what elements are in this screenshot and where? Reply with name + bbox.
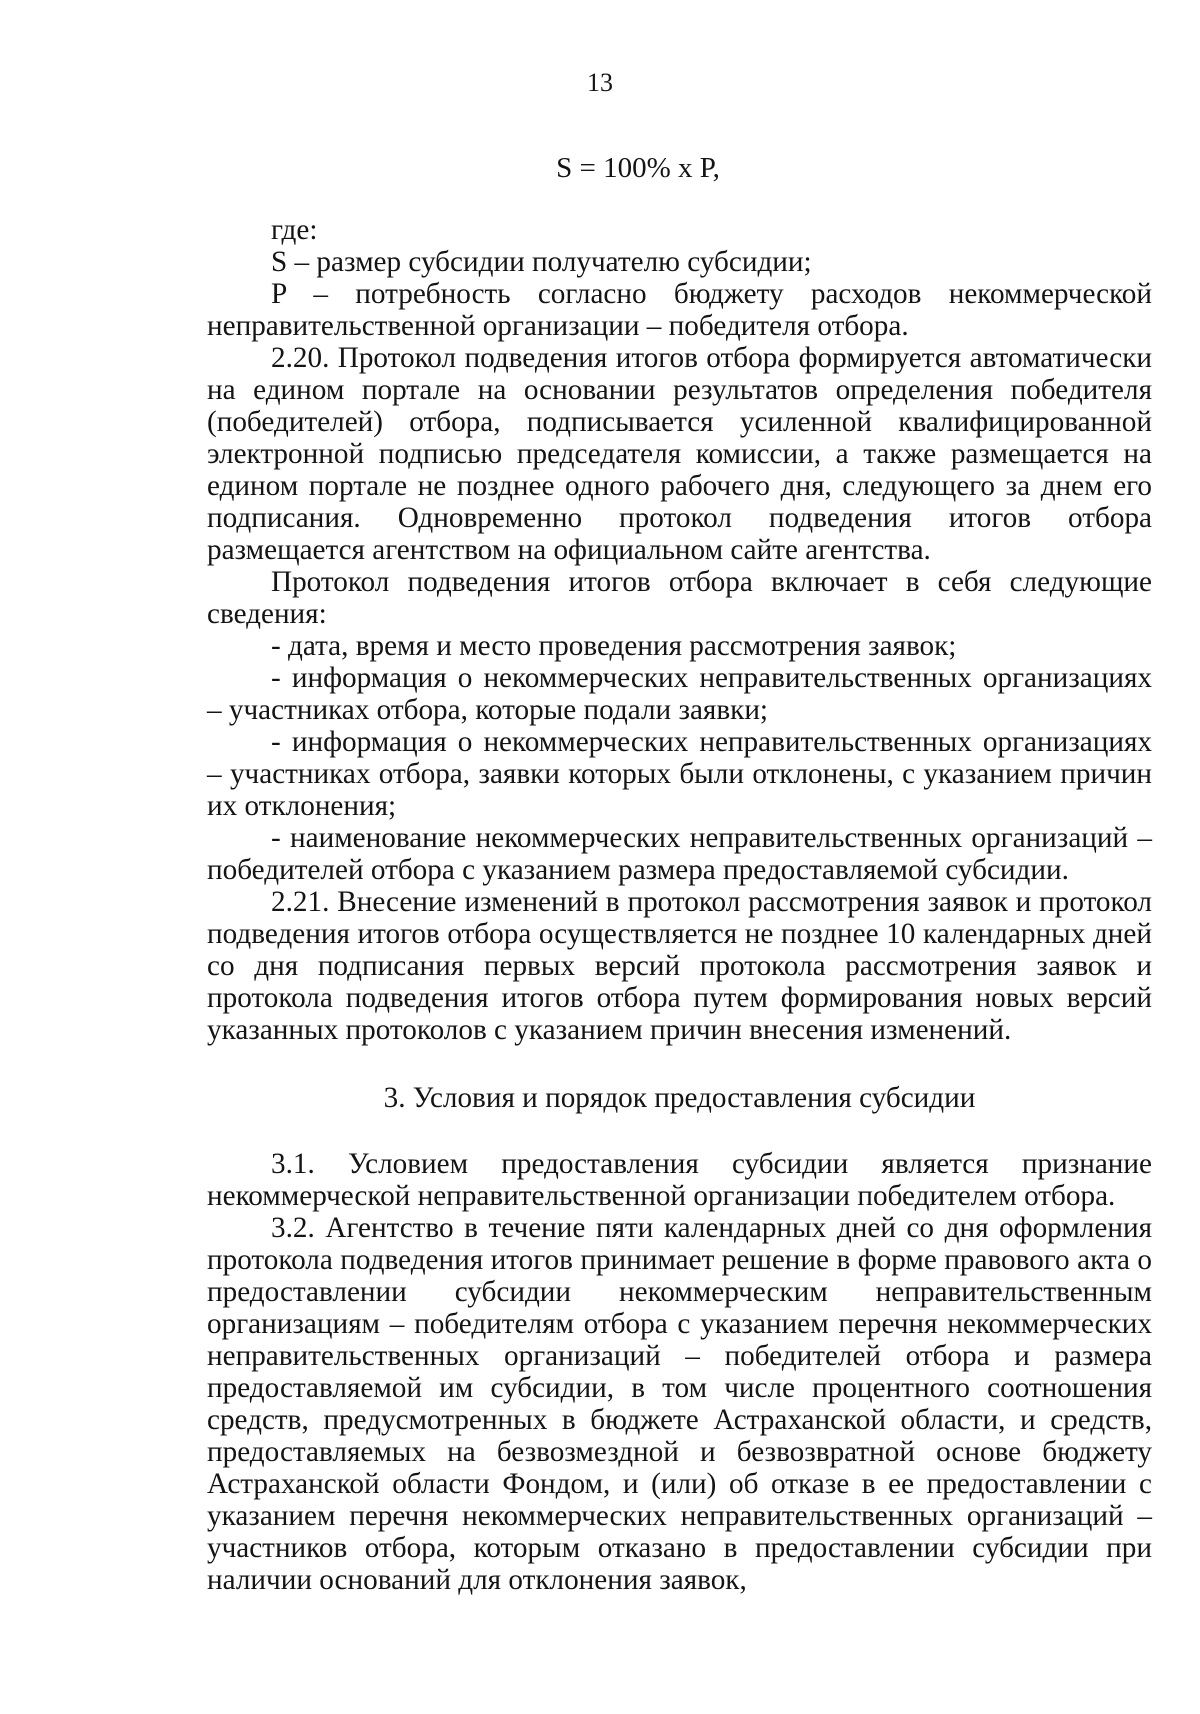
paragraph: где: [271, 214, 318, 246]
document-body [207, 214, 1152, 1596]
paragraph: 2.21. Внесение изменений в протокол рассмотрения заявок и протокол подведения итогов отбора осуществляется не позднее 10 календарных дней со дня подписания первых версий протокола рассмотрения заявок и протокола подведения итогов отбора путем формирования новых версий указанных протоколов с указанием причин внесения изменений. [207, 886, 1152, 1046]
paragraph: S – размер субсидии получателю субсидии; [271, 246, 812, 278]
paragraph: P – потребность согласно бюджету расходов некоммерческой неправительственной организации – победителя отбора. [207, 278, 1152, 342]
paragraph: 2.20. Протокол подведения итогов отбора формируется автоматически на едином портале на основании результатов определения победителя (победителей) отбора, подписывается усиленной квалифицированной электронной подписью председателя комиссии, а также размещается на едином портале не позднее одного рабочего дня, следующего за днем его подписания. Одновременно протокол подведения итогов отбора размещается агентством на официальном сайте агентства. [207, 342, 1152, 566]
list-item: - дата, время и место проведения рассмотрения заявок; [271, 630, 957, 662]
list-item: - информация о некоммерческих неправительственных организациях – участниках отбора, которые подали заявки; [207, 662, 1152, 726]
paragraph: 3.2. Агентство в течение пяти календарных дней со дня оформления протокола подведения итогов принимает решение в форме правового акта о предоставлении субсидии некоммерческим неправительственным организациям – победителям отбора с указанием перечня некоммерческих неправительственных организаций – победителей отбора и размера предоставляемой им субсидии, в том числе процентного соотношения средств, предусмотренных в бюджете Астраханской области, и средств, предоставляемых на безвозмездной и безвозвратной основе бюджету Астраханской области Фондом, и (или) об отказе в ее предоставлении с указанием перечня некоммерческих неправительственных организаций – участников отбора, которым отказано в предоставлении субсидии при наличии оснований для отклонения заявок, [207, 1212, 1152, 1596]
paragraph: Протокол подведения итогов отбора включает в себя следующие сведения: [207, 566, 1152, 630]
page-number: 13 [587, 68, 613, 97]
list-item: - наименование некоммерческих неправительственных организаций – победителей отбора с указанием размера предоставляемой субсидии. [207, 822, 1152, 886]
list-item: - информация о некоммерческих неправительственных организациях – участниках отбора, заявки которых были отклонены, с указанием причин их отклонения; [207, 726, 1152, 822]
formula: S = 100% x P, [556, 152, 720, 184]
section-heading: 3. Условия и порядок предоставления субсидии [383, 1082, 976, 1114]
paragraph: 3.1. Условием предоставления субсидии является признание некоммерческой неправительственной организации победителем отбора. [207, 1148, 1152, 1212]
